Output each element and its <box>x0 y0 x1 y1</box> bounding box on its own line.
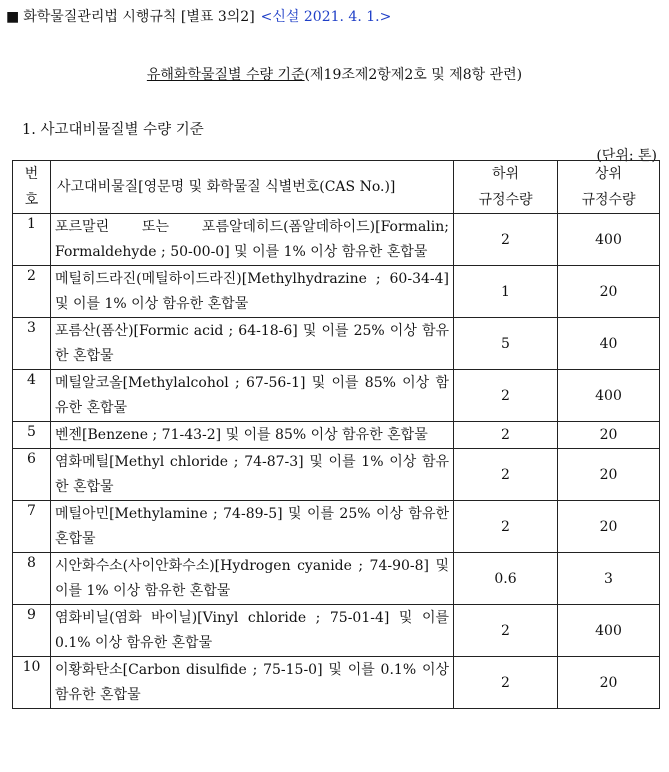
table-row <box>13 318 660 370</box>
row-number: 4 <box>13 370 51 422</box>
lower-quantity: 2 <box>454 501 558 553</box>
row-number: 10 <box>13 657 51 709</box>
header-no <box>13 161 51 214</box>
substance-name: 염화메틸[Methyl chloride ; 74-87-3] 및 이를 1% 이상 함유한 혼합물 <box>51 449 454 501</box>
upper-quantity: 3 <box>558 553 660 605</box>
substance-table <box>12 160 660 709</box>
substance-name: 포르말린 또는 포름알데히드(폼알데하이드)[Formalin; Formaldehyde ; 50-00-0] 및 이를 1% 이상 함유한 혼합물 <box>51 214 454 266</box>
lower-quantity: 1 <box>454 266 558 318</box>
header-upper-top: 상위 <box>594 166 623 182</box>
lower-quantity: 2 <box>454 657 558 709</box>
lower-quantity: 5 <box>454 318 558 370</box>
square-bullet-icon: ■ <box>6 9 20 25</box>
header-lower-bottom: 규정수량 <box>478 192 533 208</box>
unit-label: (단위: 톤) <box>596 148 657 164</box>
substance-name: 벤젠[Benzene ; 71-43-2] 및 이를 85% 이상 함유한 혼합물 <box>51 422 454 449</box>
upper-quantity: 20 <box>558 266 660 318</box>
header-name: 사고대비물질[영문명 및 화학물질 식별번호(CAS No.)] <box>51 161 454 214</box>
substance-name: 시안화수소(사이안화수소)[Hydrogen cyanide ; 74-90-8] 및 이를 1% 이상 함유한 혼합물 <box>51 553 454 605</box>
table-row <box>13 553 660 605</box>
header-no-bottom: 호 <box>24 192 39 208</box>
lower-quantity: 2 <box>454 449 558 501</box>
substance-name: 이황화탄소[Carbon disulfide ; 75-15-0] 및 이를 0.1% 이상 함유한 혼합물 <box>51 657 454 709</box>
upper-quantity: 20 <box>558 657 660 709</box>
title-main: 유해화학물질별 수량 기준 <box>146 67 305 83</box>
substance-name: 염화비닐(염화 바이닐)[Vinyl chloride ; 75-01-4] 및 이를 0.1% 이상 함유한 혼합물 <box>51 605 454 657</box>
upper-quantity: 400 <box>558 214 660 266</box>
substance-name: 메틸아민[Methylamine ; 74-89-5] 및 이를 25% 이상 함유한 혼합물 <box>51 501 454 553</box>
row-number: 7 <box>13 501 51 553</box>
table-row <box>13 605 660 657</box>
title-suffix: (제19조제2항제2호 및 제8항 관련) <box>304 67 523 83</box>
upper-quantity: 40 <box>558 318 660 370</box>
document-header <box>6 6 391 26</box>
table-row <box>13 501 660 553</box>
lower-quantity: 2 <box>454 422 558 449</box>
substance-name: 메틸히드라진(메틸하이드라진)[Methylhydrazine ; 60-34-4] 및 이를 1% 이상 함유한 혼합물 <box>51 266 454 318</box>
upper-quantity: 20 <box>558 422 660 449</box>
substance-name: 메틸알코올[Methylalcohol ; 67-56-1] 및 이를 85% 이상 함유한 혼합물 <box>51 370 454 422</box>
upper-quantity: 400 <box>558 605 660 657</box>
lower-quantity: 2 <box>454 605 558 657</box>
row-number: 1 <box>13 214 51 266</box>
header-upper-bottom: 규정수량 <box>581 192 636 208</box>
header-no-top: 번 <box>24 166 39 182</box>
table-row <box>13 422 660 449</box>
lower-quantity: 2 <box>454 214 558 266</box>
section-heading: 1. 사고대비물질별 수량 기준 <box>22 122 204 138</box>
row-number: 9 <box>13 605 51 657</box>
header-lower-top: 하위 <box>491 166 520 182</box>
law-reference: 화학물질관리법 시행규칙 [별표 3의2] <box>23 9 255 25</box>
amendment-tag: <신설 2021. 4. 1.> <box>260 9 392 25</box>
row-number: 6 <box>13 449 51 501</box>
row-number: 5 <box>13 422 51 449</box>
table-header-row <box>13 161 660 214</box>
upper-quantity: 20 <box>558 449 660 501</box>
table-row <box>13 657 660 709</box>
row-number: 8 <box>13 553 51 605</box>
table-row <box>13 266 660 318</box>
document-title <box>0 64 669 84</box>
header-lower <box>454 161 558 214</box>
lower-quantity: 0.6 <box>454 553 558 605</box>
lower-quantity: 2 <box>454 370 558 422</box>
substance-name: 포름산(폼산)[Formic acid ; 64-18-6] 및 이를 25% 이상 함유한 혼합물 <box>51 318 454 370</box>
table-row <box>13 214 660 266</box>
upper-quantity: 400 <box>558 370 660 422</box>
table-row <box>13 370 660 422</box>
upper-quantity: 20 <box>558 501 660 553</box>
table-row <box>13 449 660 501</box>
row-number: 3 <box>13 318 51 370</box>
header-upper <box>558 161 660 214</box>
row-number: 2 <box>13 266 51 318</box>
